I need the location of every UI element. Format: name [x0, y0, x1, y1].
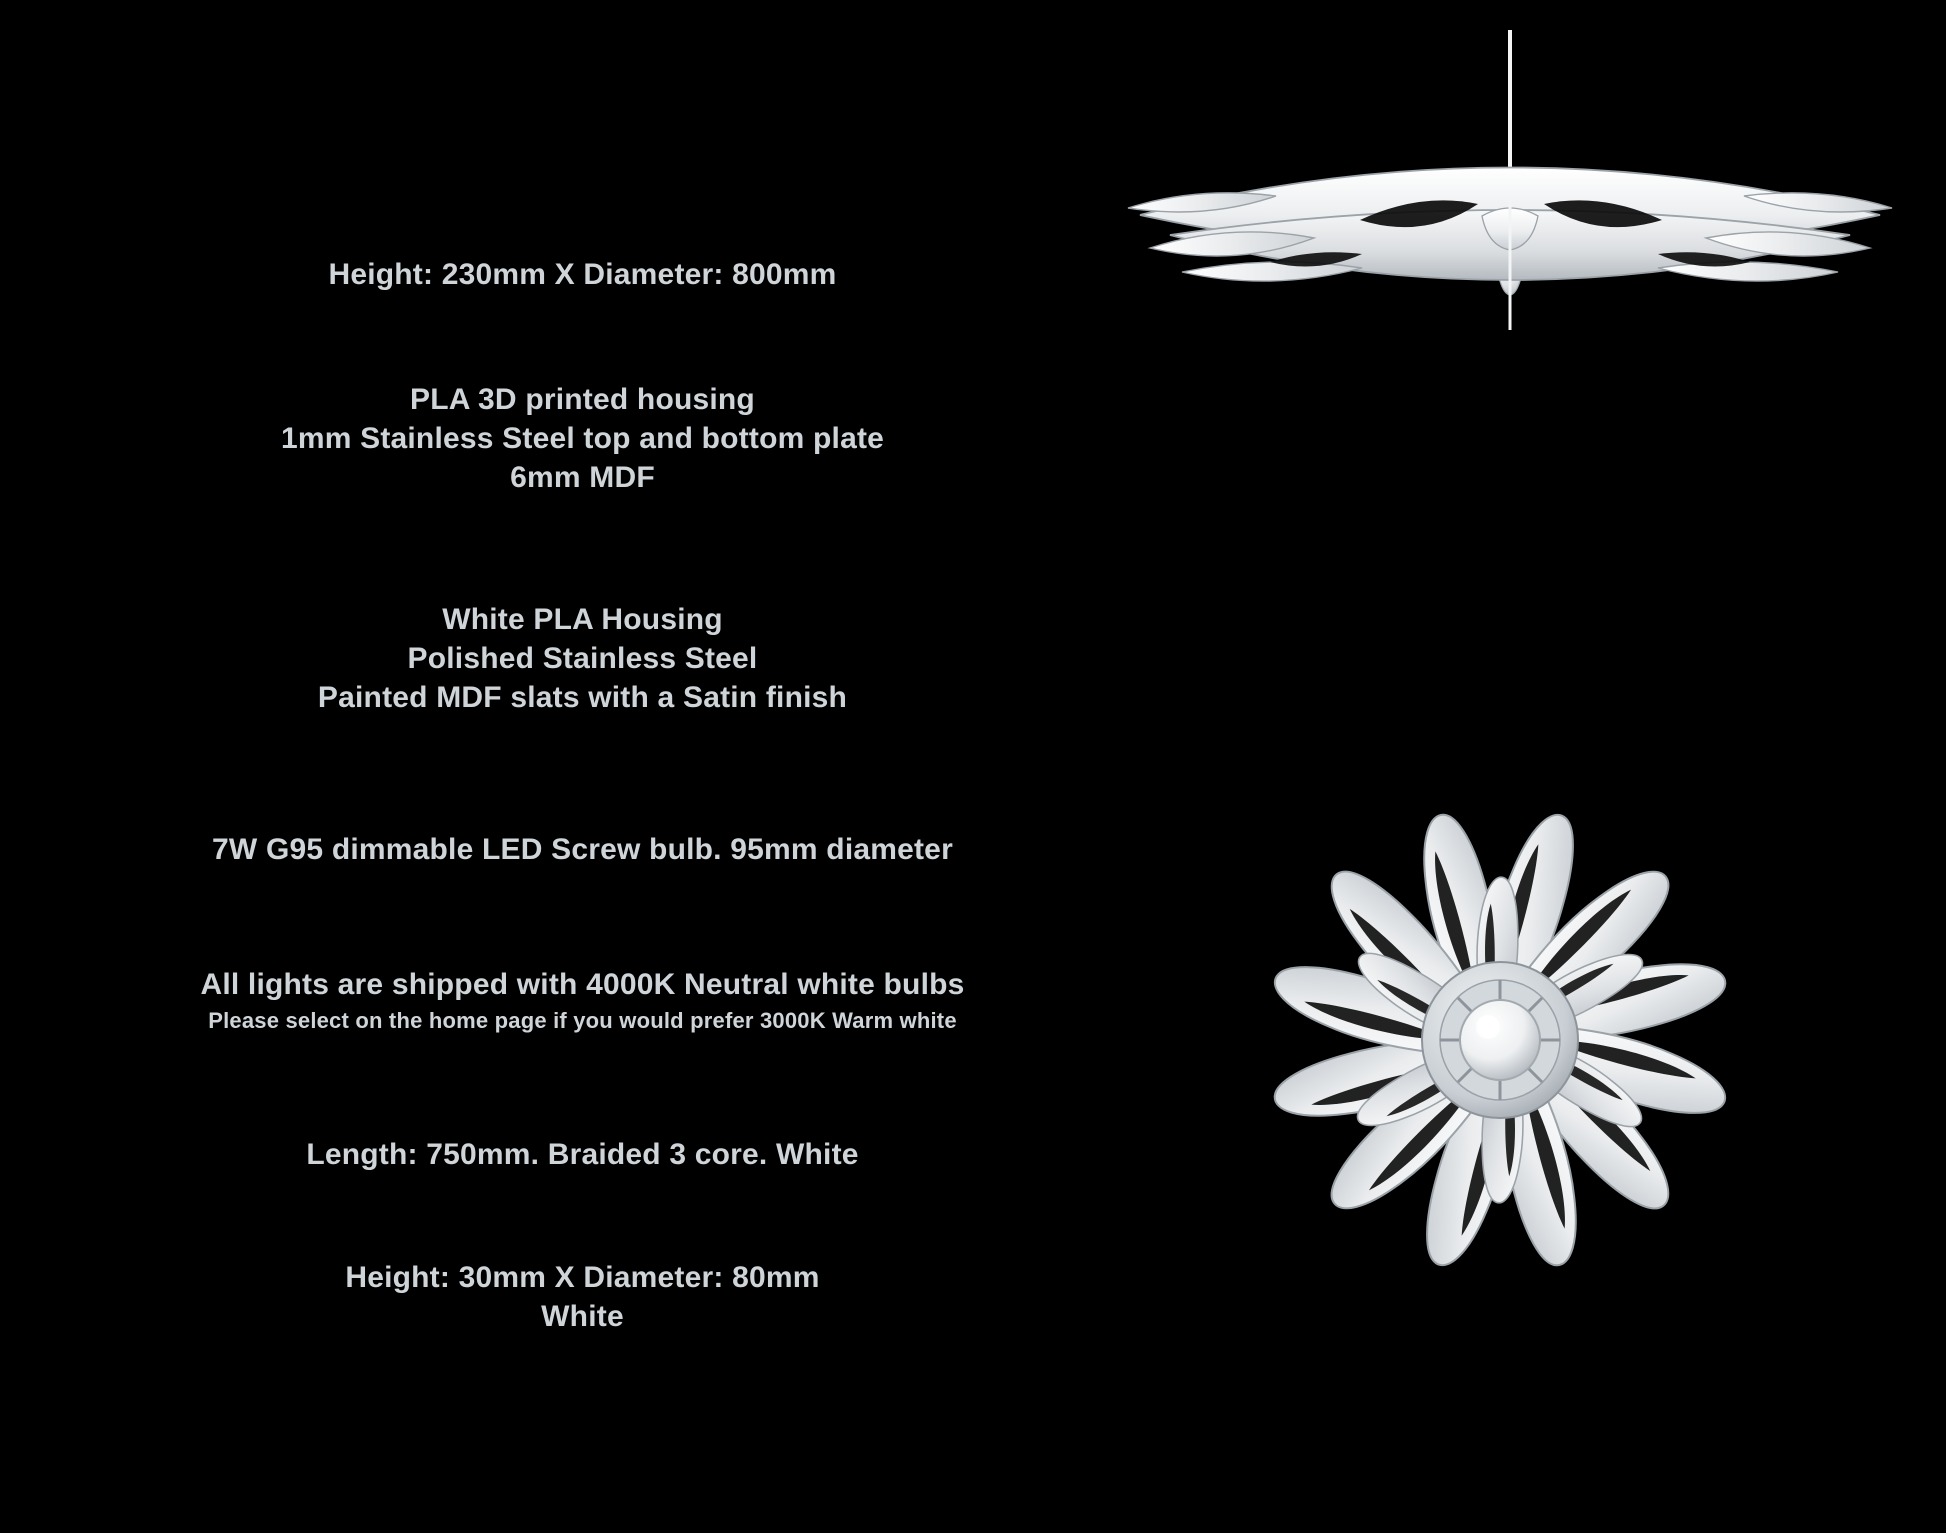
plan-blade-array — [1266, 806, 1734, 1274]
spec-finishes-line-3: Painted MDF slats with a Satin finish — [317, 681, 848, 714]
spec-materials — [0, 380, 1165, 497]
pendant-light-side-elevation-render — [1110, 30, 1910, 450]
spec-materials-line-2: 1mm Stainless Steel top and bottom plate — [280, 422, 885, 455]
bulb-plan — [1460, 1000, 1540, 1080]
spec-size — [0, 255, 1165, 294]
blade-tip-right-3 — [1658, 262, 1838, 281]
product-render-column — [1080, 0, 1946, 1533]
spec-flex — [0, 1135, 1165, 1174]
spec-flex-line-1: Length: 750mm. Braided 3 core. White — [306, 1138, 859, 1171]
spec-ceiling-rose-line-2: White — [541, 1300, 624, 1333]
spec-colour-temperature-main: All lights are shipped with 4000K Neutral white bulbs — [200, 968, 965, 1001]
pendant-light-plan-view-render — [1100, 620, 1920, 1450]
spec-colour-temperature — [0, 965, 1165, 1037]
spec-colour-temperature-sub: Please select on the home page if you would prefer 3000K Warm white — [208, 1008, 957, 1033]
spec-materials-line-1: PLA 3D printed housing — [410, 383, 755, 416]
spec-materials-line-3: 6mm MDF — [510, 461, 655, 494]
spec-finishes — [0, 600, 1165, 717]
spec-size-line-1: Height: 230mm X Diameter: 800mm — [328, 258, 837, 291]
blade-tip-left-3 — [1182, 262, 1362, 281]
spec-ceiling-rose-line-1: Height: 30mm X Diameter: 80mm — [345, 1261, 820, 1294]
spec-bulb-line-1: 7W G95 dimmable LED Screw bulb. 95mm diameter — [212, 833, 953, 866]
spec-bulb — [0, 830, 1165, 869]
bulb-highlight — [1476, 1015, 1500, 1039]
spec-ceiling-rose — [0, 1258, 1165, 1336]
spec-finishes-line-1: White PLA Housing — [442, 603, 723, 636]
spec-finishes-line-2: Polished Stainless Steel — [407, 642, 758, 675]
